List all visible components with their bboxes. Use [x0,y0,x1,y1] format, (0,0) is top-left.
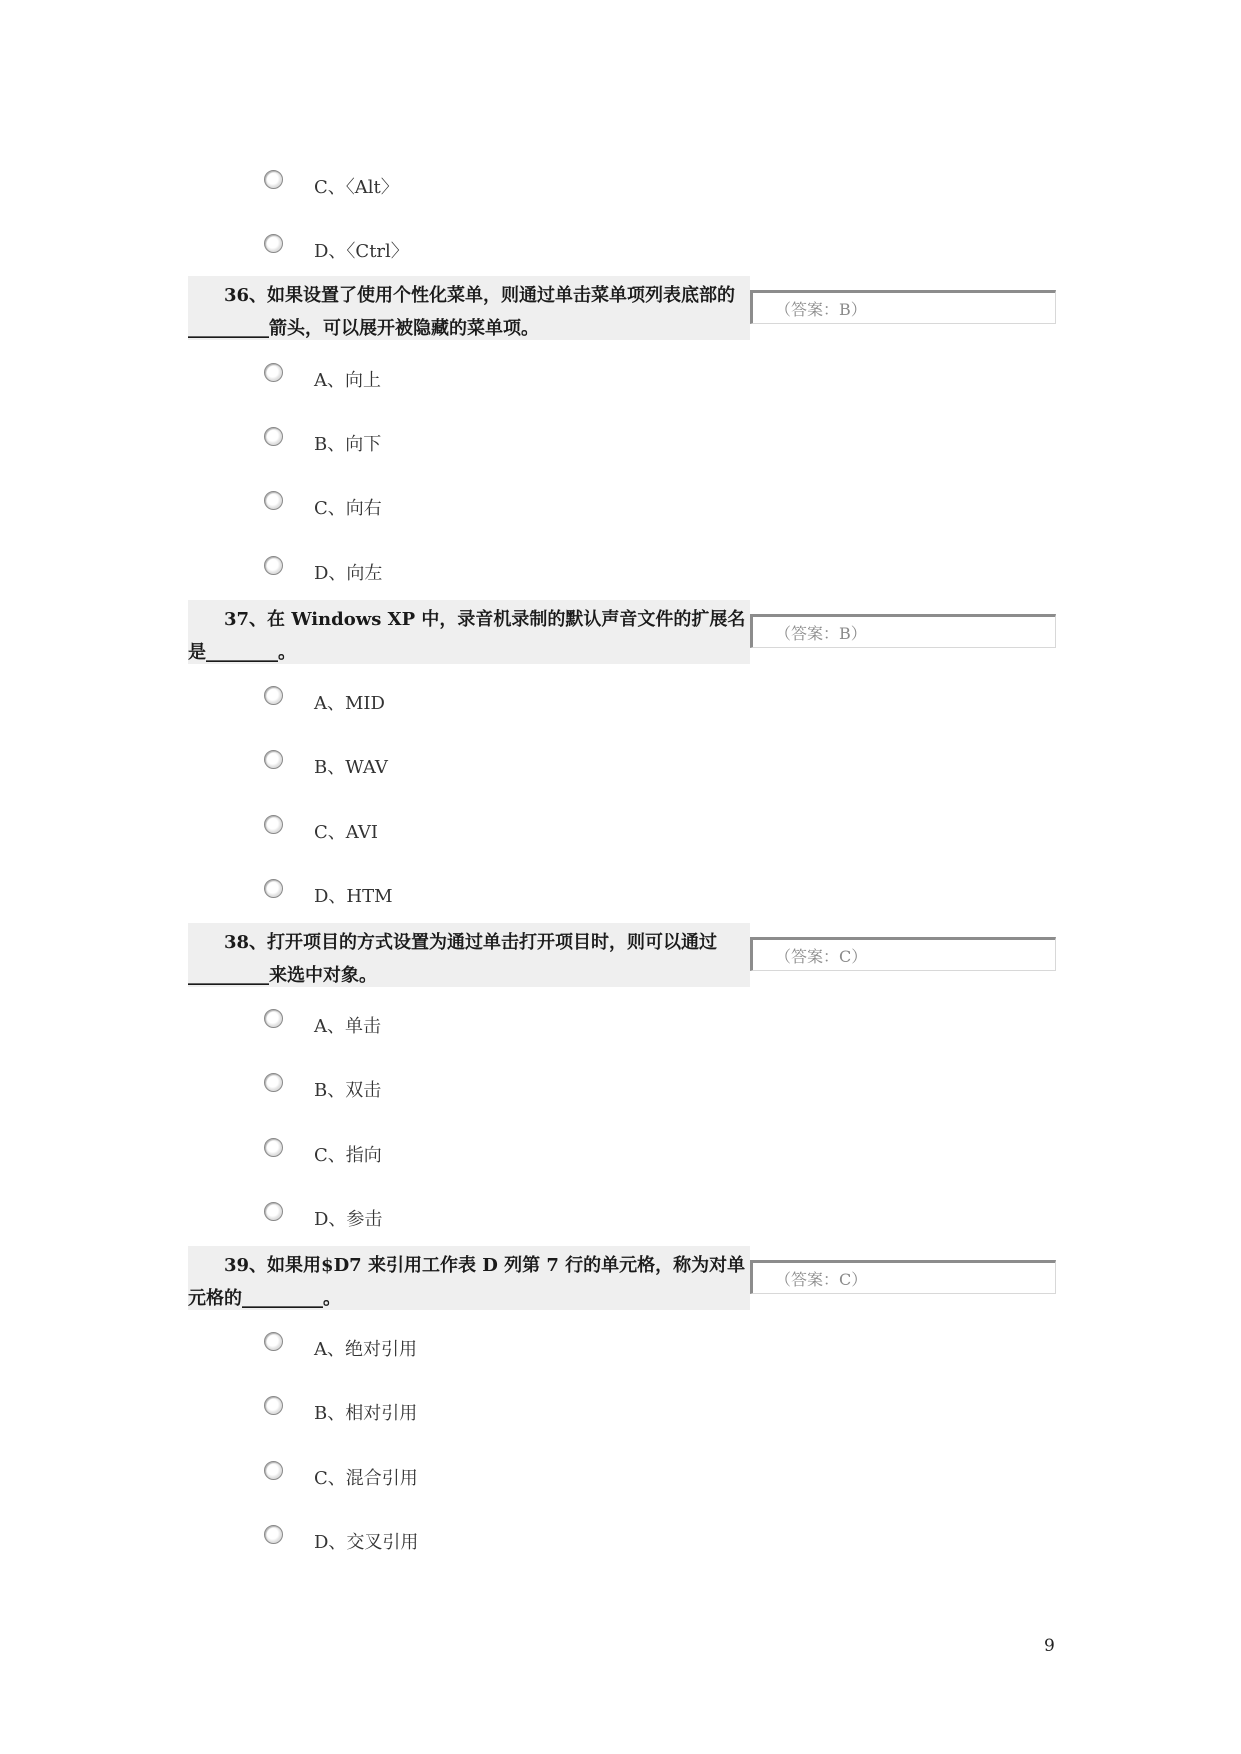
answer-box [750,614,1056,648]
radio-button[interactable] [264,1461,283,1480]
question-text: 36、如果设置了使用个性化菜单，则通过单击菜单项列表底部的_________箭头，可以展开被隐藏的菜单项。 [188,285,736,339]
question-text: 37、在 Windows XP 中，录音机录制的默认声音文件的扩展名是________。 [188,609,746,663]
radio-button[interactable] [264,1332,283,1351]
option-item[interactable] [264,1525,764,1561]
option-label: C、〈Alt〉 [314,177,399,198]
option-item[interactable] [264,1332,764,1368]
option-item[interactable] [264,1202,764,1238]
answer-text: （答案：C） [775,1270,868,1289]
radio-button[interactable] [264,234,283,253]
option-label: B、向下 [314,434,382,455]
option-label: A、绝对引用 [314,1339,417,1360]
radio-button[interactable] [264,879,283,898]
answer-text: （答案：B） [775,624,867,643]
option-label: D、HTM [314,886,393,907]
option-item[interactable] [264,1396,764,1432]
option-label: B、双击 [314,1080,382,1101]
radio-button[interactable] [264,686,283,705]
option-item[interactable] [264,686,764,722]
answer-box [750,937,1056,971]
option-label: C、指向 [314,1145,382,1166]
option-item[interactable] [264,363,764,399]
option-label: D、参击 [314,1209,383,1230]
option-item[interactable] [264,234,764,270]
option-label: D、交叉引用 [314,1532,419,1553]
option-item[interactable] [264,170,764,206]
option-label: A、向上 [314,370,381,391]
question-block [188,1246,750,1310]
option-label: C、向右 [314,498,382,519]
option-label: D、向左 [314,563,383,584]
radio-button[interactable] [264,1525,283,1544]
radio-button[interactable] [264,427,283,446]
option-item[interactable] [264,750,764,786]
option-label: D、〈Ctrl〉 [314,241,409,262]
option-item[interactable] [264,1073,764,1109]
option-item[interactable] [264,427,764,463]
radio-button[interactable] [264,1202,283,1221]
radio-button[interactable] [264,1138,283,1157]
option-label: C、混合引用 [314,1468,418,1489]
radio-button[interactable] [264,815,283,834]
option-item[interactable] [264,879,764,915]
answer-box [750,1260,1056,1294]
page-number: 9 [1044,1636,1055,1656]
option-item[interactable] [264,1461,764,1497]
question-block [188,276,750,340]
option-label: A、单击 [314,1016,381,1037]
radio-button[interactable] [264,556,283,575]
question-text: 38、打开项目的方式设置为通过单击打开项目时，则可以通过_________来选中对象。 [188,932,718,986]
radio-button[interactable] [264,363,283,382]
option-item[interactable] [264,1009,764,1045]
radio-button[interactable] [264,1396,283,1415]
radio-button[interactable] [264,750,283,769]
question-text: 39、如果用$D7 来引用工作表 D 列第 7 行的单元格，称为对单元格的_________。 [188,1255,746,1309]
answer-text: （答案：B） [775,300,867,319]
option-item[interactable] [264,815,764,851]
answer-text: （答案：C） [775,947,868,966]
option-label: A、MID [314,693,385,714]
option-item[interactable] [264,556,764,592]
question-block [188,600,750,664]
radio-button[interactable] [264,491,283,510]
question-block [188,923,750,987]
option-label: C、AVI [314,822,378,843]
option-label: B、相对引用 [314,1403,418,1424]
radio-button[interactable] [264,170,283,189]
radio-button[interactable] [264,1009,283,1028]
option-item[interactable] [264,491,764,527]
option-label: B、WAV [314,757,388,778]
radio-button[interactable] [264,1073,283,1092]
answer-box [750,290,1056,324]
option-item[interactable] [264,1138,764,1174]
